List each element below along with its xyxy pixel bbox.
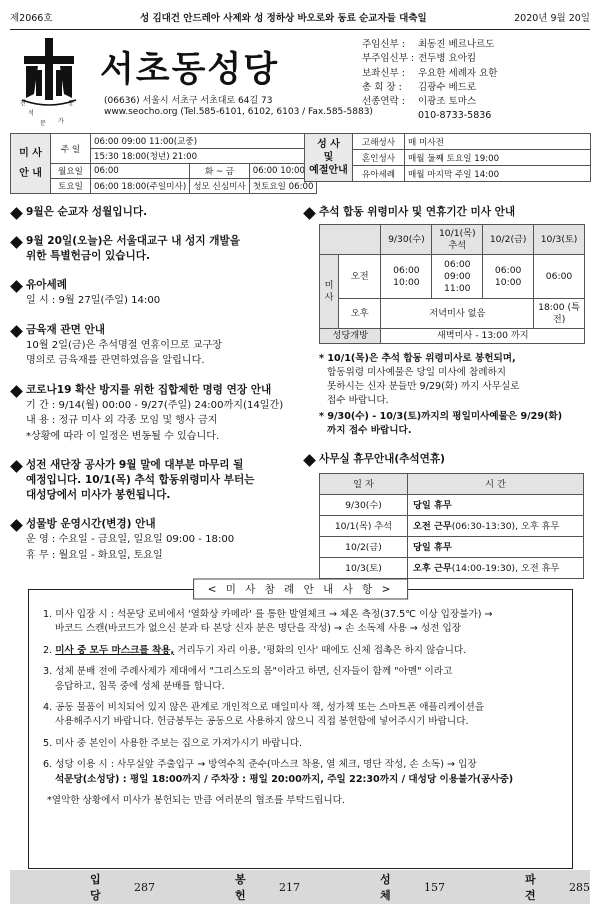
mass-schedule-table bbox=[10, 133, 317, 194]
notice-title: 코로나19 확산 방지를 위한 집합제한 명령 연장 안내 bbox=[26, 383, 272, 396]
attendance-footer bbox=[10, 870, 590, 904]
mass-time: 06:00 10:00 bbox=[381, 255, 432, 299]
mass-guidelines-box bbox=[28, 583, 573, 869]
staff-name: 이광조 토마스 bbox=[418, 96, 477, 108]
guideline-item bbox=[43, 665, 562, 694]
note-line: * 10/1(목)은 추석 합동 위령미사로 봉헌되며, bbox=[319, 353, 516, 364]
mass-header bbox=[11, 134, 51, 194]
guideline-closing: *열악한 상황에서 미사가 봉헌되는 만큼 여러분의 협조를 부탁드립니다. bbox=[47, 795, 345, 807]
stat-value: 287 bbox=[134, 880, 155, 894]
guidelines-text bbox=[43, 608, 562, 815]
parish-address bbox=[104, 96, 373, 118]
footer-stat bbox=[300, 871, 445, 903]
guideline-line: 3. 성체 분배 전에 주례사제가 제대에서 "그리스도의 몸"이라고 하면, 신자들이 함께 "아멘" 이라고 bbox=[43, 666, 453, 678]
diamond-bullet-icon bbox=[10, 325, 23, 338]
mass-header-2: 안 내 bbox=[19, 167, 42, 179]
diamond-bullet-icon bbox=[10, 280, 23, 293]
note-line: 합동위령 미사예물은 당일 미사에 참례하지 bbox=[327, 367, 507, 378]
sacrament-time: 매 미사전 bbox=[405, 134, 591, 150]
notice-text: 명의로 금육재를 관면하였음을 알립니다. bbox=[26, 355, 205, 366]
notice-text: 운 영 : 수요일 - 금요일, 일요일 09:00 - 18:00 bbox=[26, 534, 235, 545]
col-header: 10/2(금) bbox=[483, 225, 534, 255]
staff-role: 보좌신부 : bbox=[362, 67, 405, 79]
office-closure-section bbox=[305, 452, 595, 579]
guideline-line: 바코드 스캔(바코드가 없으신 분과 타 본당 신자 분은 명단을 작성) → 손 소독제 사용 → 성전 입장 bbox=[55, 623, 461, 635]
footer-stat bbox=[445, 871, 590, 903]
section-title: 사무실 휴무안내(추석연휴) bbox=[319, 453, 445, 465]
notice-text: 기 간 : 9/14(월) 00:00 - 9/27(주일) 24:00까지(14일간) bbox=[26, 399, 284, 411]
staff-role bbox=[362, 109, 418, 123]
footer-stat bbox=[155, 871, 300, 903]
church-open-label: 성당개방 bbox=[320, 329, 381, 344]
weekday-times: 06:00 10:00 bbox=[249, 164, 317, 179]
issue-number: 제2066호 bbox=[10, 13, 53, 24]
diamond-bullet-icon bbox=[303, 207, 316, 220]
notice-text: *상황에 따라 이 일정은 변동될 수 있습니다. bbox=[26, 430, 220, 442]
diamond-bullet-icon bbox=[303, 454, 316, 467]
notice-title bbox=[26, 234, 240, 264]
sacr-h1: 성 사 bbox=[317, 139, 340, 150]
sacrament-name: 유아세례 bbox=[353, 166, 405, 182]
sacrament-name: 고해성사 bbox=[353, 134, 405, 150]
guideline-number: 2. bbox=[43, 644, 56, 656]
logo-text: 석 bbox=[28, 110, 34, 117]
evening-label: 오후 bbox=[339, 299, 381, 329]
office-date: 9/30(수) bbox=[320, 495, 408, 516]
logo-text: 전 bbox=[20, 100, 26, 107]
col-header: 시 간 bbox=[408, 474, 584, 495]
guideline-item bbox=[43, 644, 562, 658]
notice-title: 유아세례 bbox=[26, 279, 67, 291]
issue-date: 2020년 9월 20일 bbox=[514, 13, 590, 24]
mass-time: 06:00 09:00 11:00 bbox=[432, 255, 483, 299]
staff-role: 선종연락 : bbox=[362, 96, 405, 108]
notice-text: 일 시 : 9월 27일(주일) 14:00 bbox=[26, 295, 161, 306]
notice-line: 대성당에서 미사가 봉헌됩니다. bbox=[26, 489, 171, 501]
marian-mass: 성모 신심미사 bbox=[190, 179, 250, 194]
stat-label: 입당 bbox=[90, 873, 101, 902]
church-open-time: 새벽미사 - 13:00 까지 bbox=[381, 329, 585, 344]
parish-name: 서초동성당 bbox=[100, 50, 280, 90]
first-saturday: 첫토요일 06:00 bbox=[249, 179, 317, 194]
office-date: 10/3(토) bbox=[320, 558, 408, 579]
office-status: 당일 휴무 bbox=[413, 499, 452, 511]
saturday-times: 06:00 18:00(주일미사) bbox=[91, 179, 190, 194]
guideline-line: 6. 성당 이용 시 : 사무실앞 주출입구 → 방역수칙 준수(마스크 착용, 열 체크, 명단 작성, 손 소독) → 입장 bbox=[43, 759, 477, 771]
notice-item bbox=[12, 205, 297, 220]
notice-text: 내 용 : 정규 미사 외 각종 모임 및 행사 금지 bbox=[26, 415, 218, 426]
staff-phone: 010-8733-5836 bbox=[418, 110, 492, 122]
guideline-item bbox=[43, 701, 562, 730]
notice-line: 성전 새단장 공사가 9월 말에 대부분 마무리 될 bbox=[26, 459, 244, 471]
guideline-line: 거리두기 자리 이용, '평화의 인사' 때에도 신체 접촉은 하지 않습니다. bbox=[174, 644, 467, 656]
office-detail: (06:30-13:30), 오후 휴무 bbox=[451, 520, 560, 532]
stat-label: 파견 bbox=[525, 873, 536, 902]
diamond-bullet-icon bbox=[10, 236, 23, 249]
holiday-mass-table bbox=[319, 224, 585, 344]
address-line: (06636) 서울시 서초구 서초대로 64길 73 bbox=[104, 96, 273, 106]
office-status: 당일 휴무 bbox=[413, 541, 452, 553]
top-line bbox=[10, 10, 590, 26]
weekday-label: 화 ~ 금 bbox=[190, 164, 250, 179]
mass-time: 18:00 (특전) bbox=[534, 299, 585, 329]
no-evening-mass: 저녁미사 없음 bbox=[381, 299, 534, 329]
notice-line: 예정입니다. 10/1(목) 추석 합동위령미사 부터는 bbox=[26, 474, 255, 486]
guideline-line: 응답하고, 침묵 중에 성체 분배를 합니다. bbox=[55, 680, 225, 692]
guideline-item bbox=[43, 608, 562, 637]
corner-cell bbox=[320, 225, 381, 255]
notice-item bbox=[12, 517, 297, 563]
guideline-line: 4. 공동 물품이 비치되어 있지 않은 관계로 개인적으로 매일미사 책, 성가책 또는 스마트폰 애플리케이션을 bbox=[43, 702, 485, 714]
sacrament-time: 매월 둘째 토요일 19:00 bbox=[405, 150, 591, 166]
sunday-times: 06:00 09:00 11:00(교중) bbox=[91, 134, 317, 149]
logo-text: 통 bbox=[68, 100, 74, 107]
staff-name: 김광수 베드로 bbox=[418, 81, 477, 93]
sacrament-table bbox=[304, 133, 591, 182]
staff-list bbox=[362, 38, 497, 124]
staff-role: 총 회 장 : bbox=[362, 81, 402, 93]
sacr-h3: 예절안내 bbox=[309, 165, 348, 176]
staff-name: 우요한 세례자 요한 bbox=[418, 67, 498, 79]
holiday-mass-section bbox=[305, 205, 595, 344]
stat-label: 봉헌 bbox=[235, 873, 246, 902]
diamond-bullet-icon bbox=[10, 460, 23, 473]
notice-item bbox=[12, 323, 297, 369]
mass-header-1: 미 사 bbox=[19, 147, 42, 159]
stat-value: 157 bbox=[424, 880, 445, 894]
guideline-item bbox=[43, 737, 562, 751]
logo-text: 가 bbox=[58, 118, 64, 125]
guideline-emphasis: 미사 중 모두 마스크를 착용, bbox=[55, 644, 175, 656]
mass-note-2 bbox=[305, 410, 595, 438]
mass-time: 06:00 bbox=[534, 255, 585, 299]
guideline-item bbox=[43, 758, 562, 787]
notice-item bbox=[12, 278, 297, 309]
staff-name: 최동진 베르나르도 bbox=[418, 39, 495, 50]
office-date: 10/2(금) bbox=[320, 537, 408, 558]
diamond-bullet-icon bbox=[10, 385, 23, 398]
notice-item bbox=[12, 234, 297, 264]
mass-time: 06:00 10:00 bbox=[483, 255, 534, 299]
sacrament-header bbox=[305, 134, 353, 182]
sunday-times-2: 15:30 18:00(청년) 21:00 bbox=[91, 149, 317, 164]
col-header: 9/30(수) bbox=[381, 225, 432, 255]
logo-text: 문 bbox=[40, 120, 46, 127]
note-line: 접수 바랍니다. bbox=[327, 395, 389, 406]
stat-value: 285 bbox=[569, 880, 590, 894]
staff-name: 전두병 요아킴 bbox=[418, 53, 477, 65]
notice-title: 9월은 순교자 성월입니다. bbox=[26, 206, 148, 218]
mass-note-1 bbox=[305, 352, 595, 408]
col-header: 10/1(목) 추석 bbox=[432, 225, 483, 255]
guideline-line: 5. 미사 중 본인이 사용한 주보는 집으로 가져가시기 바랍니다. bbox=[43, 737, 303, 749]
guideline-line: 사용해주시기 바랍니다. 헌금봉투는 공동으로 사용하지 않으니 직접 봉헌함에 넣어주시기 바랍니다. bbox=[55, 716, 469, 728]
office-detail: (14:00-19:30), 오전 휴무 bbox=[451, 562, 560, 574]
row-header: 미 사 bbox=[320, 255, 339, 329]
monday-label: 월요일 bbox=[51, 164, 91, 179]
left-column bbox=[12, 205, 297, 577]
note-line: * 9/30(수) - 10/3(토)까지의 평일미사예물은 9/29(화) bbox=[319, 411, 563, 422]
parish-logo bbox=[18, 36, 80, 128]
notice-item bbox=[12, 458, 297, 503]
notice-title: 성물방 운영시간(변경) 안내 bbox=[26, 518, 156, 530]
col-header: 10/3(토) bbox=[534, 225, 585, 255]
stat-label: 성체 bbox=[380, 873, 391, 902]
office-date: 10/1(목) 추석 bbox=[320, 516, 408, 537]
section-title: 추석 합동 위령미사 및 연휴기간 미사 안내 bbox=[319, 206, 516, 218]
feast-headline: 성 김대건 안드레아 사제와 성 정하상 바오로와 동료 순교자들 대축일 bbox=[139, 13, 427, 24]
divider bbox=[10, 29, 590, 30]
guideline-line: 1. 미사 입장 시 : 석문당 로비에서 '열화상 카메라' 를 통한 발열체크 → 체온 측정(37.5℃ 이상 입장불가) → bbox=[43, 609, 493, 620]
sunday-label: 주 일 bbox=[51, 134, 91, 164]
sacrament-name: 혼인성사 bbox=[353, 150, 405, 166]
notice-item bbox=[12, 383, 297, 445]
staff-role: 주임신부 : bbox=[362, 39, 405, 50]
note-line: 까지 접수 바랍니다. bbox=[327, 425, 412, 436]
notice-title: 금육재 관면 안내 bbox=[26, 323, 106, 336]
monday-time: 06:00 bbox=[91, 164, 190, 179]
note-line: 못하시는 신자 분들만 9/29(화) 까지 사무실로 bbox=[327, 381, 520, 392]
footer-stat bbox=[10, 871, 155, 903]
saturday-label: 토요일 bbox=[51, 179, 91, 194]
stat-value: 217 bbox=[279, 880, 300, 894]
col-header: 일 자 bbox=[320, 474, 408, 495]
diamond-bullet-icon bbox=[10, 207, 23, 220]
notice-text: 10월 2일(금)은 추석명절 연휴이므로 교구장 bbox=[26, 339, 222, 351]
sacrament-time: 매월 마지막 주일 14:00 bbox=[405, 166, 591, 182]
office-status: 오전 근무 bbox=[413, 520, 452, 532]
staff-role: 부주임신부 : bbox=[362, 53, 415, 65]
office-hours-table bbox=[319, 473, 584, 579]
guideline-line: 석문당(소성당) : 평일 18:00까지 / 주차장 : 평일 20:00까지, 주일 22:30까지 / 대성당 이용불가(공사중) bbox=[55, 773, 514, 785]
office-status: 오후 근무 bbox=[413, 562, 452, 574]
right-column bbox=[305, 205, 595, 593]
notice-text: 휴 무 : 월요일 - 화요일, 토요일 bbox=[26, 549, 163, 561]
morning-label: 오전 bbox=[339, 255, 381, 299]
diamond-bullet-icon bbox=[10, 519, 23, 532]
sacr-h2: 및 bbox=[323, 152, 334, 163]
guidelines-title: < 미 사 참 례 안 내 사 항 > bbox=[193, 579, 409, 600]
notice-line: 위한 특별헌금이 있습니다. bbox=[26, 250, 150, 262]
contact-line: www.seocho.org (Tel.585-6101, 6102, 6103 / Fax.585-5883) bbox=[104, 107, 373, 117]
notice-title bbox=[26, 458, 254, 503]
notice-line: 9월 20일(오늘)은 서울대교구 내 성지 개발을 bbox=[26, 235, 240, 247]
